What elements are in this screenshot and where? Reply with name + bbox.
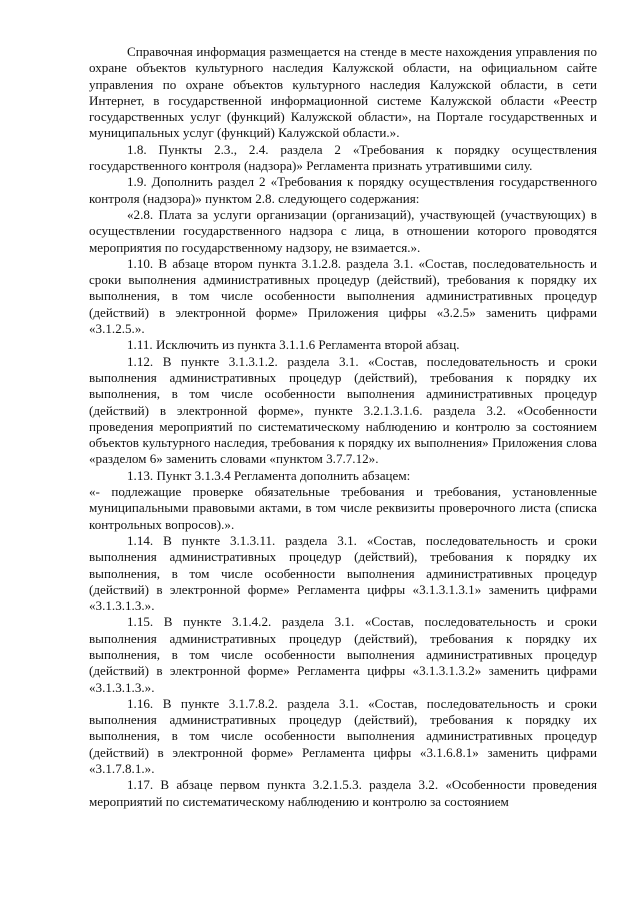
paragraph-1-13-quote: «- подлежащие проверке обязательные требования и требования, установленные муниципальными правовыми актами, в том числе реквизиты проверочного листа (списка контрольных вопросов).». (89, 484, 597, 532)
paragraph-1-14: 1.14. В пункте 3.1.3.11. раздела 3.1. «Состав, последовательность и сроки выполнения административных процедур (действий), требования к порядку их выполнения, в том числе особенности выполнения административных процедур (действий) в электронной форме» Регламента цифры «3.1.3.1.3.1» заменить цифрами «3.1.3.1.3.». (89, 532, 597, 614)
paragraph-1-8: 1.8. Пункты 2.3., 2.4. раздела 2 «Требования к порядку осуществления государственного контроля (надзора)» Регламента признать утратившими силу. (89, 141, 597, 174)
paragraph-reference-info: Справочная информация размещается на стенде в месте нахождения управления по охране объектов культурного наследия Калужской области, на официальном сайте управления по охране объектов культурного наследия Калужской области, в сети Интернет, в государственной информационной системе Калужской области «Реестр государственных услуг (функций) Калужской области», на Портале государственных и муниципальных услуг (функций) Калужской области.». (89, 44, 597, 141)
paragraph-1-12: 1.12. В пункте 3.1.3.1.2. раздела 3.1. «Состав, последовательность и сроки выполнения административных процедур (действий), требования к порядку их выполнения, в том числе особенности выполнения административных процедур (действий) в электронной форме», пункте 3.2.1.3.1.6. раздела 3.2. «Особенности проведения мероприятий по систематическому наблюдению и контролю за состоянием объектов культурного наследия, требования к порядку их выполнения» Приложения слова «разделом 6» заменить словами «пунктом 3.7.7.12». (89, 353, 597, 467)
paragraph-1-10: 1.10. В абзаце втором пункта 3.1.2.8. раздела 3.1. «Состав, последовательность и сроки выполнения административных процедур (действий), требования к порядку их выполнения, в том числе особенности выполнения административных процедур (действий) в электронной форме» Приложения цифры «3.2.5» заменить цифрами «3.1.2.5.». (89, 255, 597, 337)
paragraph-1-13: 1.13. Пункт 3.1.3.4 Регламента дополнить абзацем: (127, 467, 411, 483)
document-body (89, 44, 597, 810)
paragraph-1-15: 1.15. В пункте 3.1.4.2. раздела 3.1. «Состав, последовательность и сроки выполнения административных процедур (действий), требования к порядку их выполнения, в том числе особенности выполнения административных процедур (действий) в электронной форме» Регламента цифры «3.1.3.1.3.2» заменить цифрами «3.1.3.1.3.». (89, 614, 597, 695)
paragraph-2-8-quote: «2.8. Плата за услуги организации (организаций), участвующей (участвующих) в осуществлении государственного надзора с лица, в отношении которого проводятся мероприятия по государственному надзору, не взимается.». (89, 206, 597, 255)
paragraph-1-9: 1.9. Дополнить раздел 2 «Требования к порядку осуществления государственного контроля (надзора)» пунктом 2.8. следующего содержания: (89, 174, 597, 206)
paragraph-1-16: 1.16. В пункте 3.1.7.8.2. раздела 3.1. «Состав, последовательность и сроки выполнения административных процедур (действий), требования к порядку их выполнения, в том числе особенности выполнения административных процедур (действий) в электронной форме» Регламента цифры «3.1.6.8.1» заменить цифрами «3.1.7.8.1.». (89, 695, 597, 777)
paragraph-1-11: 1.11. Исключить из пункта 3.1.1.6 Регламента второй абзац. (127, 337, 460, 353)
paragraph-1-17: 1.17. В абзаце первом пункта 3.2.1.5.3. раздела 3.2. «Особенности проведения мероприятий по систематическому наблюдению и контролю за состоянием (89, 777, 597, 809)
